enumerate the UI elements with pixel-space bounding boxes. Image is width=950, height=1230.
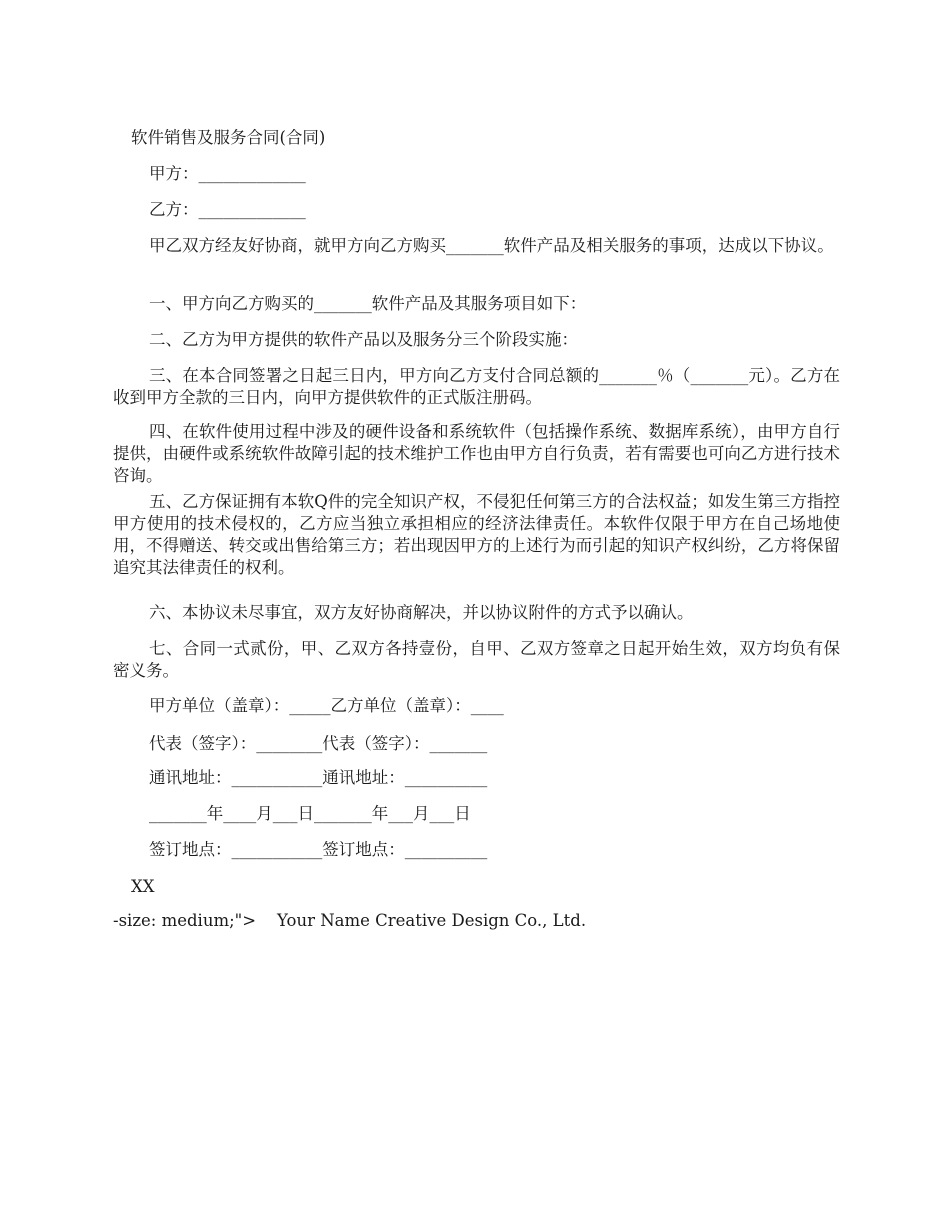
party-a-line: 甲方：_____________ — [149, 164, 306, 183]
signing-place-line: 签订地点：___________签订地点：__________ — [149, 840, 488, 859]
party-b-line: 乙方：_____________ — [149, 200, 306, 219]
date-line: _______年____月___日_______年___月___日 — [149, 804, 471, 823]
clause-2: 二、乙方为甲方提供的软件产品以及服务分三个阶段实施： — [149, 330, 578, 349]
address-line: 通讯地址：___________通讯地址：__________ — [149, 768, 488, 787]
document-title: 软件销售及服务合同(合同) — [131, 128, 326, 147]
xx-text: XX — [131, 877, 155, 896]
seal-line: 甲方单位（盖章）：_____乙方单位（盖章）：____ — [149, 696, 504, 715]
footer-text: -size: medium;"> Your Name Creative Design Co., Ltd. — [113, 911, 587, 930]
clause-5: 五、乙方保证拥有本软Q件的完全知识产权，不侵犯任何第三方的合法权益；如发生第三方指控甲方使用的技术侵权的，乙方应当独立承担相应的经济法律责任。本软件仅限于甲方在自己场地使用，不得赠送、转交或出售给第三方；若出现因甲方的上述行为而引起的知识产权纠纷，乙方将保留追究其法律责任的权利。 — [113, 492, 840, 577]
clause-6: 六、本协议未尽事宜，双方友好协商解决，并以协议附件的方式予以确认。 — [149, 603, 694, 622]
clause-3: 三、在本合同签署之日起三日内，甲方向乙方支付合同总额的_______％（_______元）。乙方在收到甲方全款的三日内，向甲方提供软件的正式版注册码。 — [113, 366, 840, 407]
clause-4: 四、在软件使用过程中涉及的硬件设备和系统软件（包括操作系统、数据库系统），由甲方自行提供，由硬件或系统软件故障引起的技术维护工作也由甲方自行负责，若有需要也可向乙方进行技术咨询。 — [113, 422, 840, 485]
clause-1: 一、甲方向乙方购买的_______软件产品及其服务项目如下： — [149, 294, 587, 313]
representative-line: 代表（签字）：________代表（签字）：_______ — [149, 734, 488, 753]
clause-7: 七、合同一式贰份，甲、乙双方各持壹份，自甲、乙双方签章之日起开始生效，双方均负有保密义务。 — [113, 639, 840, 680]
intro-paragraph: 甲乙双方经友好协商，就甲方向乙方购买_______软件产品及相关服务的事项，达成以下协议。 — [149, 236, 834, 255]
